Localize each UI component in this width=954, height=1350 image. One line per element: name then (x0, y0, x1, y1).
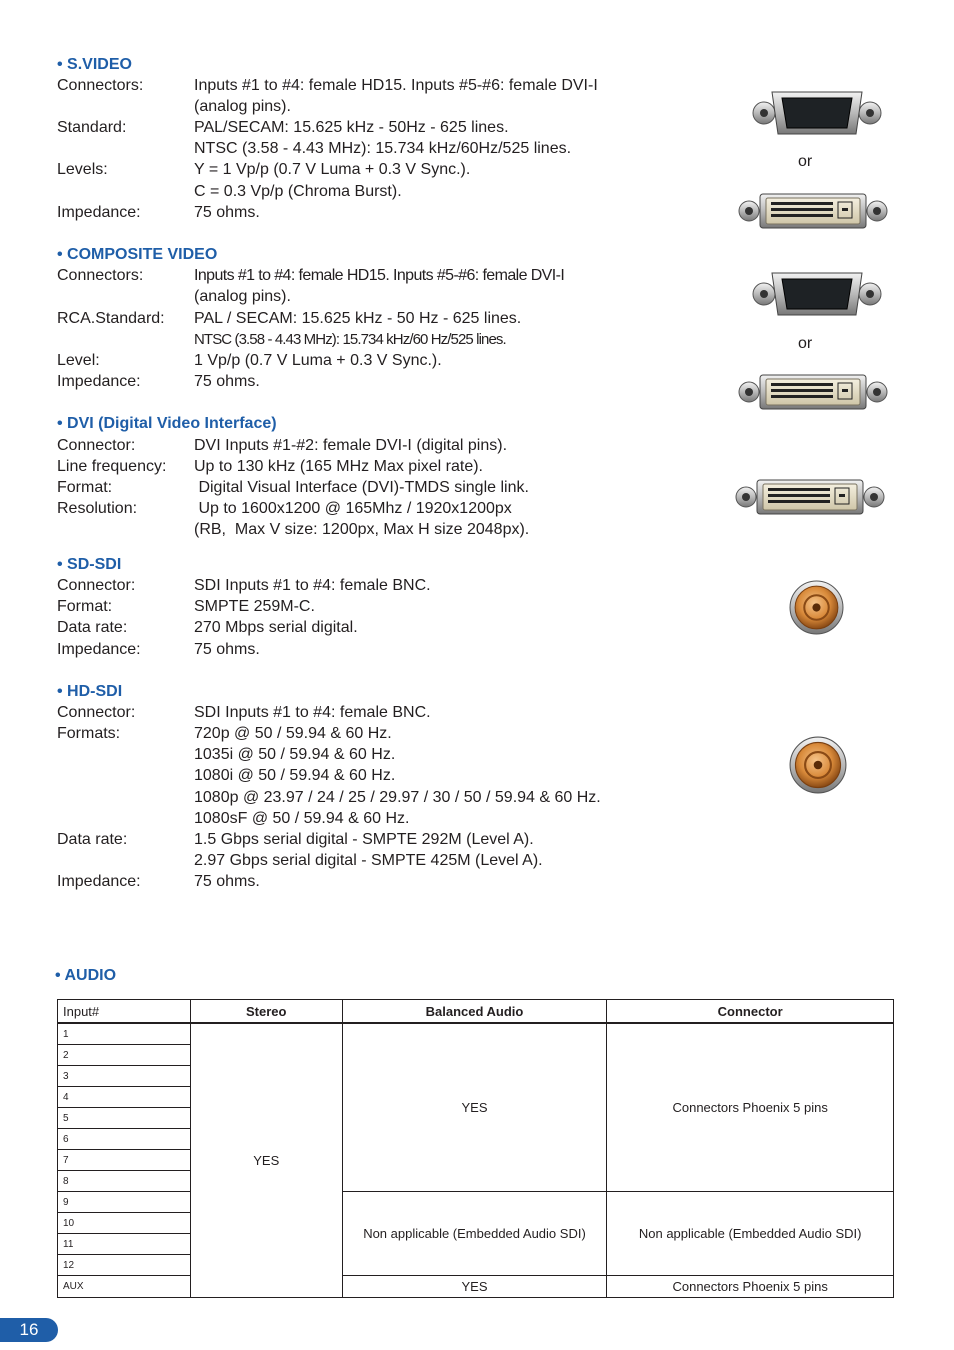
col-header-input: Input# (58, 1000, 191, 1024)
input-cell: 12 (58, 1255, 191, 1276)
hdsdi-row (57, 702, 677, 723)
spec-value: SMPTE 259M-C. (194, 598, 315, 615)
spec-label: Levels: (57, 161, 108, 178)
composite-row (57, 350, 677, 371)
spec-label: Data rate: (57, 831, 128, 848)
spec-value: Up to 130 kHz (165 MHz Max pixel rate). (194, 458, 483, 475)
spec-value: 75 ohms. (194, 204, 260, 221)
svideo-heading: • S.VIDEO (57, 56, 132, 73)
spec-label: Impedance: (57, 373, 141, 390)
dvi-heading: • DVI (Digital Video Interface) (57, 415, 277, 432)
spec-label: Connectors: (57, 77, 144, 94)
svideo-row (57, 181, 677, 202)
spec-value: Inputs #1 to #4: female HD15. Inputs #5-#6: female DVI-I (194, 267, 565, 284)
spec-label: Line frequency: (57, 458, 167, 475)
hdsdi-row (57, 808, 677, 829)
hdsdi-row (57, 723, 677, 744)
spec-value: PAL / SECAM: 15.625 kHz - 50 Hz - 625 lines. (194, 310, 522, 327)
spec-value: 1 Vp/p (0.7 V Luma + 0.3 V Sync.). (194, 352, 442, 369)
spec-label: Data rate: (57, 619, 128, 636)
spec-label: Impedance: (57, 204, 141, 221)
svideo-row (57, 138, 677, 159)
stereo-cell: YES (190, 1023, 342, 1298)
composite-row (57, 371, 677, 392)
input-cell: 5 (58, 1108, 191, 1129)
spec-value: C = 0.3 Vp/p (Chroma Burst). (194, 183, 402, 200)
spec-label: Impedance: (57, 873, 141, 890)
input-cell: 3 (58, 1066, 191, 1087)
dvi-row (57, 477, 677, 498)
spec-value: NTSC (3.58 - 4.43 MHz): 15.734 kHz/60Hz/525 lines. (194, 140, 572, 157)
svideo-row (57, 202, 677, 223)
svideo-row (57, 159, 677, 180)
spec-label: Format: (57, 598, 113, 615)
composite-row (57, 286, 677, 307)
spec-value: (analog pins). (194, 98, 291, 115)
hd15-connector-icon (752, 88, 882, 138)
spec-value: 1080sF @ 50 / 59.94 & 60 Hz. (194, 810, 410, 827)
col-header-connector: Connector (607, 1000, 894, 1024)
bnc-connector-icon (789, 580, 844, 635)
spec-label: Connector: (57, 704, 136, 721)
svideo-row (57, 75, 677, 96)
dvi-row (57, 456, 677, 477)
spec-value: DVI Inputs #1-#2: female DVI-I (digital pins). (194, 437, 508, 454)
balanced-cell: YES (342, 1023, 607, 1192)
spec-value: PAL/SECAM: 15.625 kHz - 50Hz - 625 lines. (194, 119, 509, 136)
svideo-row (57, 117, 677, 138)
hdsdi-row (57, 829, 677, 850)
spec-value: 75 ohms. (194, 873, 260, 890)
input-cell: 11 (58, 1234, 191, 1255)
hdsdi-row (57, 787, 677, 808)
input-cell: 2 (58, 1045, 191, 1066)
spec-value: 75 ohms. (194, 373, 260, 390)
spec-value: 1.5 Gbps serial digital - SMPTE 292M (Level A). (194, 831, 534, 848)
input-cell: 7 (58, 1150, 191, 1171)
sdsdi-row (57, 596, 677, 617)
table-row (58, 1276, 894, 1298)
page-number: 16 (0, 1318, 58, 1342)
spec-label: RCA.Standard: (57, 310, 165, 327)
spec-label: Format: (57, 479, 113, 496)
col-header-balanced: Balanced Audio (342, 1000, 607, 1024)
spec-label: Level: (57, 352, 100, 369)
input-cell: 6 (58, 1129, 191, 1150)
spec-value: 720p @ 50 / 59.94 & 60 Hz. (194, 725, 392, 742)
spec-value: 1080i @ 50 / 59.94 & 60 Hz. (194, 767, 396, 784)
spec-value: Up to 1600x1200 @ 165Mhz / 1920x1200px (194, 500, 512, 517)
hdsdi-heading: • HD-SDI (57, 683, 123, 700)
spec-value: NTSC (3.58 - 4.43 MHz): 15.734 kHz/60 Hz/525 lines. (194, 331, 506, 348)
spec-label: Formats: (57, 725, 121, 742)
hdsdi-row (57, 744, 677, 765)
hd15-connector-icon (752, 269, 882, 319)
spec-label: Standard: (57, 119, 127, 136)
composite-row (57, 308, 677, 329)
input-cell: 8 (58, 1171, 191, 1192)
sdsdi-heading: • SD-SDI (57, 556, 122, 573)
input-cell: 4 (58, 1087, 191, 1108)
sdsdi-row (57, 575, 677, 596)
spec-value: (analog pins). (194, 288, 291, 305)
balanced-cell: Non applicable (Embedded Audio SDI) (342, 1192, 607, 1276)
input-cell: 10 (58, 1213, 191, 1234)
spec-value: Inputs #1 to #4: female HD15. Inputs #5-#6: female DVI-I (194, 77, 598, 94)
hdsdi-row (57, 850, 677, 871)
spec-value: 1035i @ 50 / 59.94 & 60 Hz. (194, 746, 396, 763)
spec-value: 75 ohms. (194, 641, 260, 658)
audio-heading: • AUDIO (55, 967, 117, 984)
dvi-row (57, 498, 677, 519)
or-label: or (798, 335, 813, 352)
spec-label: Resolution: (57, 500, 138, 517)
dvi-row (57, 435, 677, 456)
sdsdi-row (57, 639, 677, 660)
dvi-connector-icon (737, 191, 889, 231)
dvi-connector-icon (737, 372, 889, 412)
input-cell: AUX (58, 1276, 191, 1298)
col-header-stereo: Stereo (190, 1000, 342, 1024)
table-row (58, 1023, 894, 1045)
connector-cell: Non applicable (Embedded Audio SDI) (607, 1192, 894, 1276)
sdsdi-row (57, 617, 677, 638)
dvi-row (57, 519, 677, 540)
composite-row (57, 329, 677, 350)
spec-value: 1080p @ 23.97 / 24 / 25 / 29.97 / 30 / 50 / 59.94 & 60 Hz. (194, 789, 601, 806)
input-cell: 1 (58, 1023, 191, 1045)
spec-label: Connector: (57, 437, 136, 454)
hdsdi-row (57, 871, 677, 892)
spec-value: Digital Visual Interface (DVI)-TMDS single link. (194, 479, 529, 496)
spec-value: SDI Inputs #1 to #4: female BNC. (194, 577, 431, 594)
audio-table (57, 999, 894, 1298)
table-header-row (58, 1000, 894, 1024)
spec-value: Y = 1 Vp/p (0.7 V Luma + 0.3 V Sync.). (194, 161, 471, 178)
spec-value: 2.97 Gbps serial digital - SMPTE 425M (Level A). (194, 852, 543, 869)
balanced-cell: YES (342, 1276, 607, 1298)
spec-value: SDI Inputs #1 to #4: female BNC. (194, 704, 431, 721)
connector-cell: Connectors Phoenix 5 pins (607, 1023, 894, 1192)
spec-label: Connectors: (57, 267, 144, 284)
or-label: or (798, 153, 813, 170)
composite-heading: • COMPOSITE VIDEO (57, 246, 218, 263)
spec-label: Impedance: (57, 641, 141, 658)
composite-row (57, 265, 677, 286)
table-row (58, 1192, 894, 1213)
spec-label: Connector: (57, 577, 136, 594)
dvi-connector-icon (734, 477, 886, 517)
bnc-connector-icon (789, 736, 847, 794)
hdsdi-row (57, 765, 677, 786)
input-cell: 9 (58, 1192, 191, 1213)
svideo-row (57, 96, 677, 117)
connector-cell: Connectors Phoenix 5 pins (607, 1276, 894, 1298)
spec-value: (RB, Max V size: 1200px, Max H size 2048px). (194, 521, 530, 538)
spec-value: 270 Mbps serial digital. (194, 619, 358, 636)
